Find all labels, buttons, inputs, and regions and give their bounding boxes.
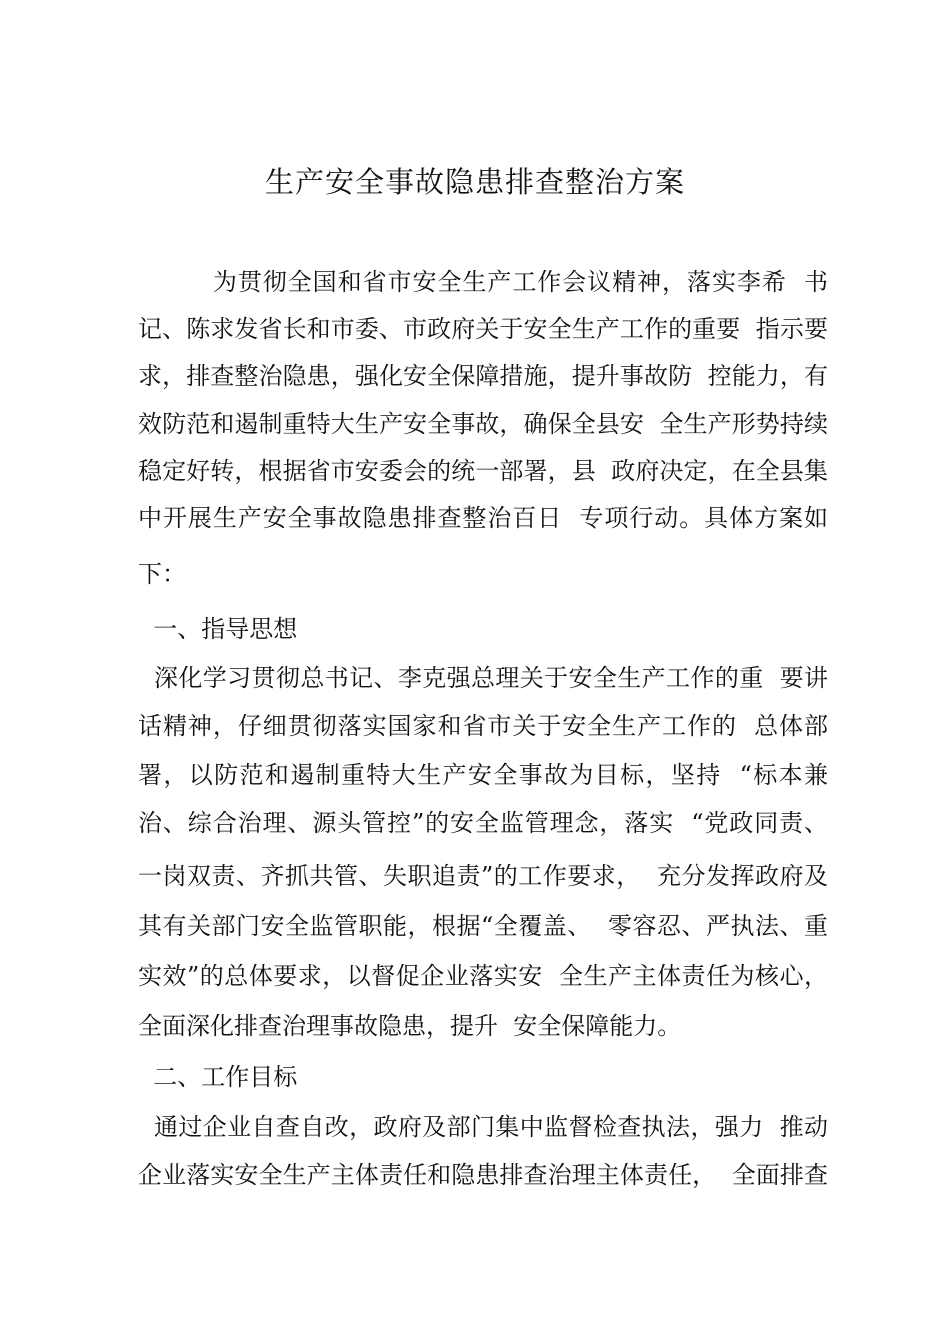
paragraph-line: 通过企业自查自改，政府及部门集中监督检查执法，强力 推动 [138,1113,828,1141]
section-heading: 二、工作目标 [138,1063,298,1091]
paragraph-line: 全面深化排查治理事故隐患，提升 安全保障能力。 [138,1012,682,1040]
paragraph-line: 一岗双责、齐抓共管、失职追责”的工作要求， 充分发挥政府及 [138,862,828,890]
paragraph-line: 其有关部门安全监管职能，根据“全覆盖、 零容忍、严执法、重 [138,912,828,940]
paragraph-line: 中开展生产安全事故隐患排查整治百日 专项行动。具体方案如 [138,504,828,532]
section-heading: 一、指导思想 [138,615,298,643]
paragraph-line: 求，排查整治隐患，强化安全保障措施，提升事故防 控能力，有 [138,362,828,390]
document-title: 生产安全事故隐患排查整治方案 [264,165,685,199]
paragraph-line: 下： [138,560,186,588]
paragraph-line: 效防范和遏制重特大生产安全事故，确保全县安 全生产形势持续 [138,410,828,438]
paragraph-line: 治、综合治理、源头管控”的安全监管理念，落实 “党政同责、 [138,809,828,837]
paragraph-line: 为贯彻全国和省市安全生产工作会议精神，落实李希 书 [138,268,828,296]
paragraph-line: 署，以防范和遏制重特大生产安全事故为目标，坚持 “标本兼 [138,761,828,789]
paragraph-line: 实效”的总体要求，以督促企业落实安 全生产主体责任为核心， [138,962,828,990]
paragraph-line: 稳定好转，根据省市安委会的统一部署，县 政府决定，在全县集 [138,457,828,485]
paragraph-line: 深化学习贯彻总书记、李克强总理关于安全生产工作的重 要讲 [138,664,828,692]
paragraph-line: 企业落实安全生产主体责任和隐患排查治理主体责任， 全面排查 [138,1161,828,1189]
paragraph-line: 话精神，仔细贯彻落实国家和省市关于安全生产工作的 总体部 [138,712,828,740]
paragraph-line: 记、陈求发省长和市委、市政府关于安全生产工作的重要 指示要 [138,315,828,343]
